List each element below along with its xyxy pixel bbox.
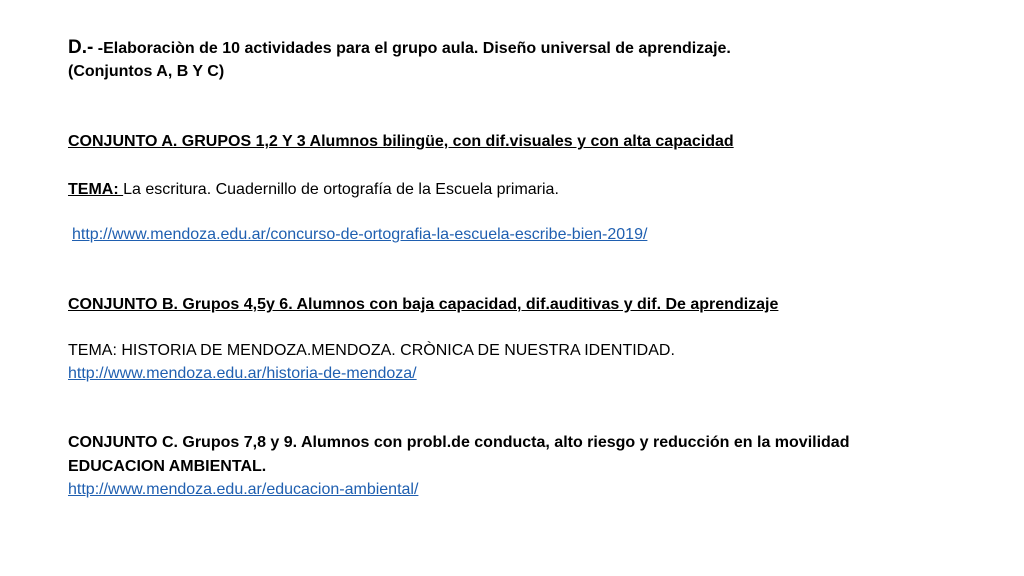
set-b-heading: CONJUNTO B. Grupos 4,5y 6. Alumnos con baja capacidad, dif.auditivas y dif. De aprendizaje <box>68 296 779 313</box>
set-a-link-row <box>72 225 647 245</box>
set-b-link-row <box>68 364 417 384</box>
set-a-link[interactable]: http://www.mendoza.edu.ar/concurso-de-ortografia-la-escuela-escribe-bien-2019/ <box>72 226 648 243</box>
set-c-tema: EDUCACION AMBIENTAL. <box>68 458 267 475</box>
title-prefix: D.- <box>68 37 94 58</box>
set-b-tema: TEMA: HISTORIA DE MENDOZA.MENDOZA. CRÒNICA DE NUESTRA IDENTIDAD. <box>68 342 675 359</box>
slide-subtitle: (Conjuntos A, B Y C) <box>68 63 225 80</box>
set-a-tema-label: TEMA: <box>68 181 124 198</box>
set-c-link-row <box>68 480 418 500</box>
set-a-heading: CONJUNTO A. GRUPOS 1,2 Y 3 Alumnos bilingüe, con dif.visuales y con alta capacidad <box>68 133 734 150</box>
set-c-heading: CONJUNTO C. Grupos 7,8 y 9. Alumnos con probl.de conducta, alto riesgo y reducción en la movilidad <box>68 434 850 451</box>
set-a-tema-text: La escritura. Cuadernillo de ortografía de la Escuela primaria. <box>123 181 559 198</box>
set-c-link[interactable]: http://www.mendoza.edu.ar/educacion-ambiental/ <box>68 481 419 498</box>
set-a-tema <box>68 180 559 200</box>
set-b-link[interactable]: http://www.mendoza.edu.ar/historia-de-mendoza/ <box>68 365 417 382</box>
slide-title <box>68 38 731 59</box>
title-text: -Elaboraciòn de 10 actividades para el grupo aula. Diseño universal de aprendizaje. <box>93 40 731 57</box>
